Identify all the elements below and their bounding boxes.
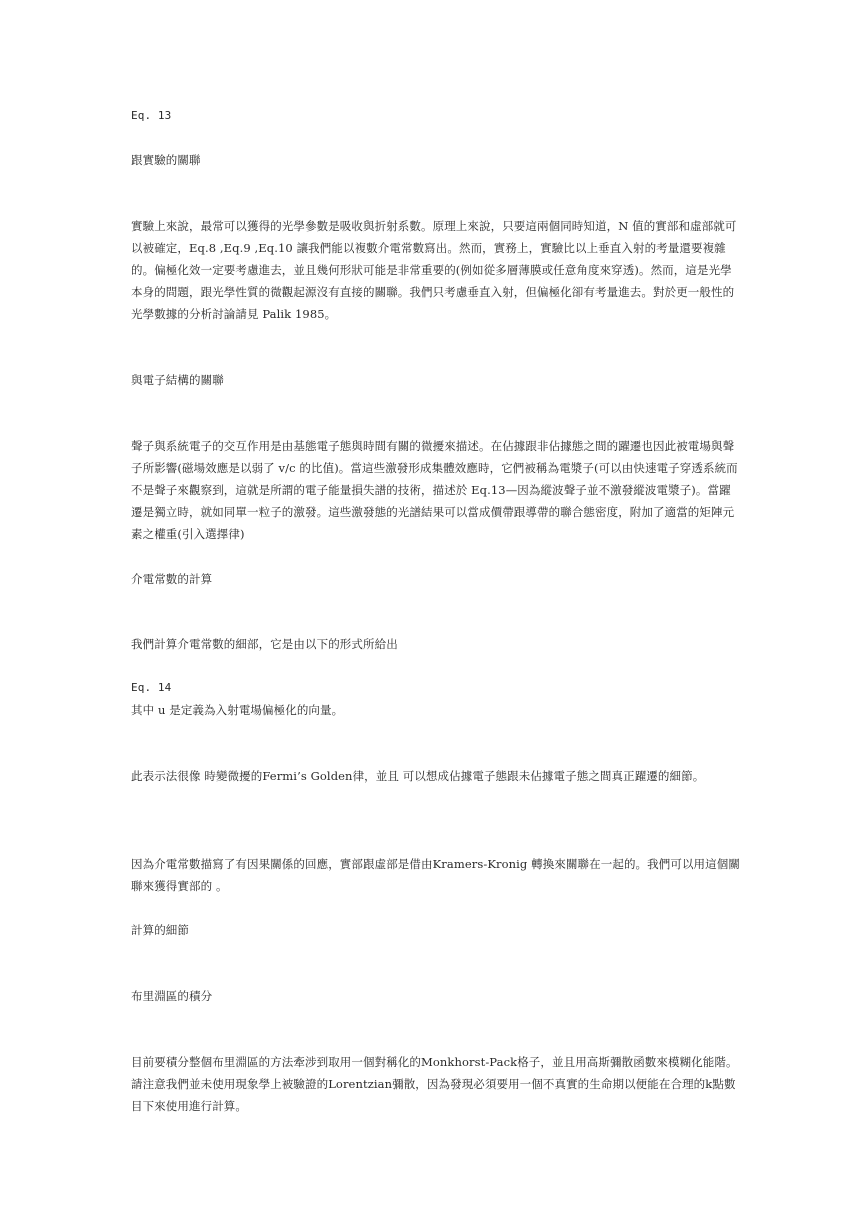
section-details-title: 計算的細節 xyxy=(131,923,189,937)
section-experiment-title: 跟實驗的關聯 xyxy=(131,153,201,167)
section-electronic-title: 與電子結構的關聯 xyxy=(131,373,224,387)
section-brillouin-title: 布里淵區的積分 xyxy=(131,989,213,1003)
section-dielectric-title: 介電常數的計算 xyxy=(131,572,213,586)
dielectric-intro: 我們計算介電常數的細部，它是由以下的形式所給出 xyxy=(131,637,398,651)
fermi-paragraph: 此表示法很像 時變微擾的Fermi’s Golden律，並且 可以想成佔據電子態跟未佔據電子態之間真正躍遷的細節。 xyxy=(131,769,705,783)
kramers-paragraph: 因為介電常數描寫了有因果關係的回應，實部跟虛部是借由Kramers-Kronig 轉換來關聯在一起的。我們可以用這個關聯來獲得實部的 。 xyxy=(131,857,740,893)
eq13-label: Eq. 13 xyxy=(131,109,172,122)
section-experiment-body: 實驗上來說，最常可以獲得的光學參數是吸收與折射系數。原理上來說，只要這兩個同時知道，N 值的實部和虛部就可以被確定，Eq.8 ,Eq.9 ,Eq.10 讓我們能以複數介電常數寫出。然而，實務上，實驗比以上垂直入射的考量還要複雜的。偏極化效一定要考慮進去，並且幾何形狀可能是非常重要的(例如從多層薄膜或任意角度來穿透)。然而，這是光學本身的問題，跟光學性質的微觀起源沒有直接的關聯。我們只考慮垂直入射，但偏極化卻有考量進去。對於更一般性的光學數據的分析討論請見 Palik 1985。 xyxy=(131,219,737,321)
section-electronic-body: 聲子與系統電子的交互作用是由基態電子態與時間有關的微擾來描述。在佔據跟非佔據態之間的躍遷也因此被電場與聲子所影響(磁場效應是以弱了 v/c 的比值)。當這些激發形成集體效應時，它們被稱為電漿子(可以由快速電子穿透系統而不是聲子來觀察到，這就是所謂的電子能量損失譜的技術，描述於 Eq.13—因為縱波聲子並不激發縱波電漿子)。當躍遷是獨立時，就如同單一粒子的激發。這些激發態的光譜結果可以當成價帶跟導帶的聯合態密度，附加了適當的矩陣元素之權重(引入選擇律) xyxy=(131,439,738,541)
eq14-label: Eq. 14 xyxy=(131,681,172,694)
eq14-note: 其中 u 是定義為入射電場偏極化的向量。 xyxy=(131,703,344,717)
brillouin-body: 目前要積分整個布里淵區的方法牽涉到取用一個對稱化的Monkhorst-Pack格子，並且用高斯彌散函數來模糊化能階。請注意我們並未使用現象學上被驗證的Lorentzian彌散，因為發現必須要用一個不真實的生命期以便能在合理的k點數目下來使用進行計算。 xyxy=(131,1055,738,1113)
